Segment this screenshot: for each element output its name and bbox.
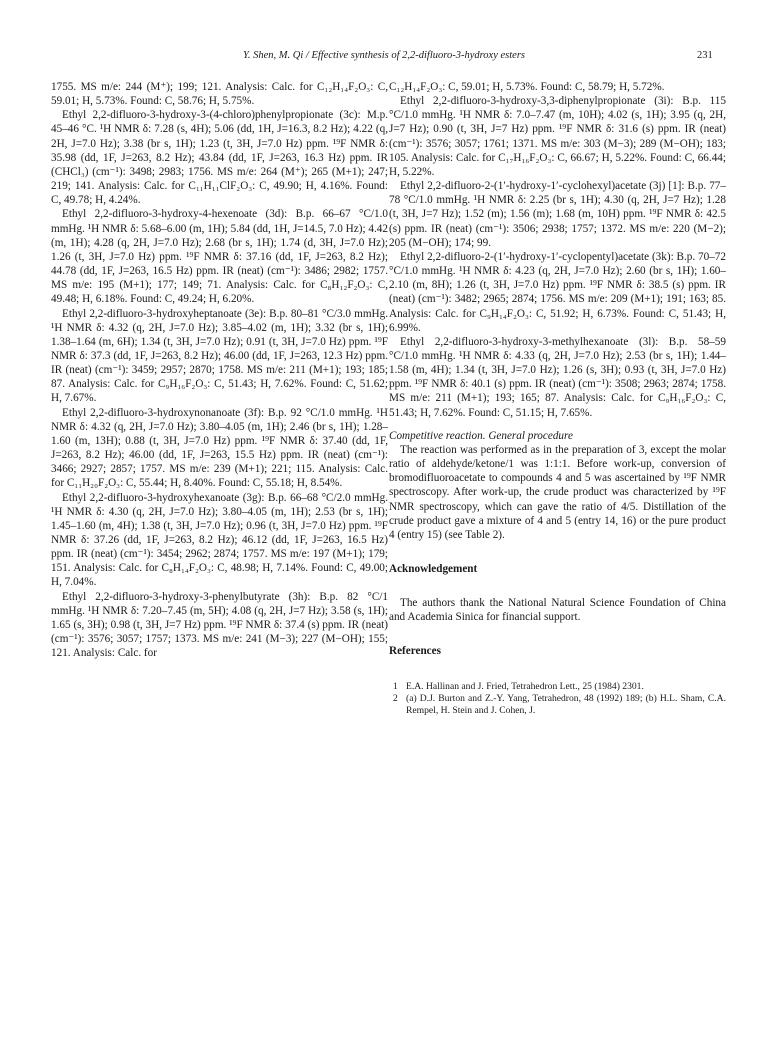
paragraph: 1755. MS m/e: 244 (M⁺); 199; 121. Analysis: Calc. for C₁₂H₁₄F₂O₃: C, 59.01; H, 5.73%. Found: C, 58.76; H, 5.75%. (51, 81, 388, 108)
paragraph-3d: Ethyl 2,2-difluoro-3-hydroxy-4-hexenoate (3d): B.p. 66–67 °C/1.0 mmHg. ¹H NMR δ: 5.68–6.00 (m, 1H); 5.84 (dd, 1H, J=14.5, 7.0 Hz); 4.42 (m, 1H); 4.28 (q, 2H, J=7.0 Hz); 2.68 (br s, 1H); 1.74 (d, 3H, J=7.0 Hz); 1.26 (t, 3H, J=7.0 Hz) ppm. ¹⁹F NMR δ: 37.16 (dd, 1F, J=263, 8.2 Hz); 44.78 (dd, 1F, J=263, 16.5 Hz) ppm. IR (neat) (cm⁻¹): 3486; 2982; 1757. MS m/e: 195 (M+1); 177; 149; 71. Analysis: Calc. for C₈H₁₂F₂O₃: C, 49.48; H, 6.18%. Found: C, 49.24; H, 6.20%. (51, 208, 388, 306)
right-column (389, 80, 726, 717)
paragraph-3h: Ethyl 2,2-difluoro-3-hydroxy-3-phenylbutyrate (3h): B.p. 82 °C/1 mmHg. ¹H NMR δ: 7.20–7.45 (m, 5H); 4.08 (q, 2H, J=7 Hz); 3.58 (s, 1H); 1.65 (s, 3H); 0.98 (t, 3H, J=7 Hz) ppm. ¹⁹F NMR δ: 37.4 (s) ppm. IR (neat) (cm⁻¹): 3576; 3057; 1757; 1373. MS m/e: 241 (M−3); 227 (M−OH); 155; 121. Analysis: Calc. for (51, 590, 388, 660)
left-column (51, 80, 388, 660)
references-heading: References (389, 645, 441, 658)
references-list (389, 681, 726, 717)
paragraph-3c: Ethyl 2,2-difluoro-3-hydroxy-3-(4-chloro)phenylpropionate (3c): M.p. 45–46 °C. ¹H NMR δ: 7.28 (s, 4H); 5.06 (dd, 1H, J=16.3, 8.2 Hz); 4.22 (q, 2H, J=7.0 Hz); 3.38 (br s, 1H); 1.23 (t, 3H, J=7.0 Hz) ppm. ¹⁹F NMR δ: 35.98 (dd, 1F, J=263, 8.2 Hz); 43.84 (dd, 1F, J=263, 16.3 Hz) ppm. IR (CHCl₃) (cm⁻¹): 3498; 2983; 1756. MS m/e: 264 (M⁺); 265 (M+1); 247; 219; 141. Analysis: Calc. for C₁₁H₁₁ClF₂O₃: C, 49.90; H, 4.16%. Found: C, 49.78; H, 4.24%. (51, 109, 388, 207)
header-title: Y. Shen, M. Qi / Effective synthesis of 2,2-difluoro-3-hydroxy esters (243, 50, 525, 61)
reference-text: E.A. Hallinan and J. Fried, Tetrahedron Lett., 25 (1984) 2301. (406, 680, 644, 692)
acknowledgement-text: The authors thank the National Natural Science Foundation of China and Academia Sinica for financial support. (389, 597, 726, 624)
paragraph-3g: Ethyl 2,2-difluoro-3-hydroxyhexanoate (3g): B.p. 66–68 °C/2.0 mmHg. ¹H NMR δ: 4.30 (q, 2H, J=7.0 Hz); 3.80–4.05 (m, 1H); 2.53 (br s, 1H); 1.45–1.60 (m, 4H); 1.38 (t, 3H, J=7.0 Hz); 0.96 (t, 3H, J=7.0 Hz) ppm. ¹⁹F NMR δ: 37.26 (dd, 1F, J=263, 8.2 Hz); 46.12 (dd, 1F, J=263, 16.5 Hz) ppm. IR (neat) (cm⁻¹): 3454; 2962; 2874; 1757. MS m/e: 197 (M+1); 179; 151. Analysis: Calc. for C₈H₁₄F₂O₃: C, 48.98; H, 7.14%. Found: C, 49.00; H, 7.04%. (51, 491, 388, 589)
competitive-reaction-text: The reaction was performed as in the preparation of 3, except the molar ratio of aldehyde/ketone/1 was 1:1:1. Before work-up, conversion of bromodifluoroacetate to compounds 4 and 5 was ascertained by ¹⁹F NMR spectroscopy. After work-up, the crude product was characterized by ¹⁹F NMR spectroscopy, which can gave the ratio of 4/5. Distillation of the crude product gave a mixture of 4 and 5 (entry 14, 16) or the pure product 4 (entry 15) (see Table 2). (389, 443, 726, 541)
paragraph-3e: Ethyl 2,2-difluoro-3-hydroxyheptanoate (3e): B.p. 80–81 °C/3.0 mmHg. ¹H NMR δ: 4.32 (q, 2H, J=7.0 Hz); 3.85–4.02 (m, 1H); 3.32 (br s, 1H); 1.38–1.64 (m, 6H); 1.34 (t, 3H, J=7.0 Hz); 0.91 (t, 3H, J=7.0 Hz) ppm. ¹⁹F NMR δ: 37.3 (dd, 1F, J=263, 8.2 Hz); 46.00 (dd, 1F, J=263, 12.3 Hz) ppm. IR (neat) (cm⁻¹): 3459; 2957; 2870; 1758. MS m/e: 211 (M+1); 193; 185; 87. Analysis: Calc. for C₉H₁₆F₂O₃: C, 51.43; H, 7.62%. Found: C, 51.62; H, 7.67%. (51, 307, 388, 405)
reference-item (389, 681, 726, 693)
paragraph-3k: Ethyl 2,2-difluoro-2-(1′-hydroxy-1′-cyclopentyl)acetate (3k): B.p. 70–72 °C/1.0 mmHg. ¹H NMR δ: 4.23 (q, 2H, J=7.0 Hz); 2.60 (br s, 1H); 1.60–2.10 (m, 8H); 1.26 (t, 3H, J=7.0 Hz) ppm. ¹⁹F NMR δ: 38.5 (s) ppm. IR (neat) (cm⁻¹): 3482; 2965; 2874; 1756. MS m/e: 209 (M+1); 191; 163; 85. Analysis: Calc. for C₉H₁₄F₂O₃: C, 51.92; H, 6.73%. Found: C, 51.43; H, 6.99%. (389, 250, 726, 334)
paragraph: C₁₂H₁₄F₂O₃: C, 59.01; H, 5.73%. Found: C, 58.79; H, 5.72%. (389, 81, 665, 93)
reference-text: (a) D.J. Burton and Z.-Y. Yang, Tetrahedron, 48 (1992) 189; (b) H.L. Sham, C.A. Rempel, H. Stein and J. Cohen, J. (406, 692, 726, 716)
reference-number: 1 (393, 680, 398, 692)
paragraph-3f: Ethyl 2,2-difluoro-3-hydroxynonanoate (3f): B.p. 92 °C/1.0 mmHg. ¹H NMR δ: 4.32 (q, 2H, J=7.0 Hz); 3.80–4.05 (m, 1H); 2.46 (br s, 1H); 1.28–1.60 (m, 13H); 0.88 (t, 3H, J=7.0 Hz) ppm. ¹⁹F NMR δ: 37.40 (dd, 1F, J=263, 8.2 Hz); 46.00 (dd, 1F, J=263, 15.5 Hz) ppm. IR (neat) (cm⁻¹): 3466; 2927; 2857; 1757. MS m/e: 239 (M+1); 221; 115. Analysis: Calc. for C₁₁H₂₀F₂O₃: C, 55.44; H, 8.40%. Found: C, 55.18; H, 8.54%. (51, 406, 388, 490)
paragraph-3j: Ethyl 2,2-difluoro-2-(1′-hydroxy-1′-cyclohexyl)acetate (3j) [1]: B.p. 77–78 °C/1.0 mmHg. ¹H NMR δ: 2.25 (br s, 1H); 4.30 (q, 2H, J=7 Hz); 1.28 (t, 3H, J=7 Hz); 1.52 (m); 1.56 (m); 1.68 (m, 10H) ppm. ¹⁹F NMR δ: 42.5 (s) ppm. IR (neat) (cm⁻¹): 3506; 2938; 1757; 1372. MS m/e: 220 (M−2); 205 (M−OH); 174; 99. (389, 180, 726, 249)
competitive-reaction-title: Competitive reaction. General procedure (389, 429, 573, 442)
paragraph-3l: Ethyl 2,2-difluoro-3-hydroxy-3-methylhexanoate (3l): B.p. 58–59 °C/1.0 mmHg. ¹H NMR δ: 4.33 (q, 2H, J=7.0 Hz); 2.53 (br s, 1H); 1.44–1.58 (m, 4H); 1.34 (t, 3H, J=7.0 Hz); 1.26 (s, 3H); 0.93 (t, 3H, J=7.0 Hz) ppm. ¹⁹F NMR δ: 40.1 (s) ppm. IR (neat) (cm⁻¹): 3508; 2963; 2874; 1758. MS m/e: 211 (M+1); 193; 165; 87. Analysis: Calc. for C₉H₁₆F₂O₃: C, 51.43; H, 7.62%. Found: C, 51.15; H, 7.65%. (389, 335, 726, 419)
reference-item (389, 693, 726, 717)
paragraph-3i: Ethyl 2,2-difluoro-3-hydroxy-3,3-diphenylpropionate (3i): B.p. 115 °C/1.0 mmHg. ¹H NMR δ: 7.0–7.47 (m, 10H); 4.02 (s, 1H); 3.95 (q, 2H, J=7 Hz); 0.90 (t, 3H, J=7 Hz) ppm. ¹⁹F NMR δ: 31.6 (s) ppm. IR (neat) (cm⁻¹): 3576; 3057; 1761; 1371. MS m/e: 303 (M−3); 289 (M−OH); 183; 105. Analysis: Calc. for C₁₇H₁₆F₂O₃: C, 66.67; H, 5.22%. Found: C, 66.44; H, 5.22%. (389, 95, 726, 178)
page-number: 231 (697, 50, 713, 61)
reference-number: 2 (393, 692, 398, 704)
acknowledgement-heading: Acknowledgement (389, 563, 478, 575)
